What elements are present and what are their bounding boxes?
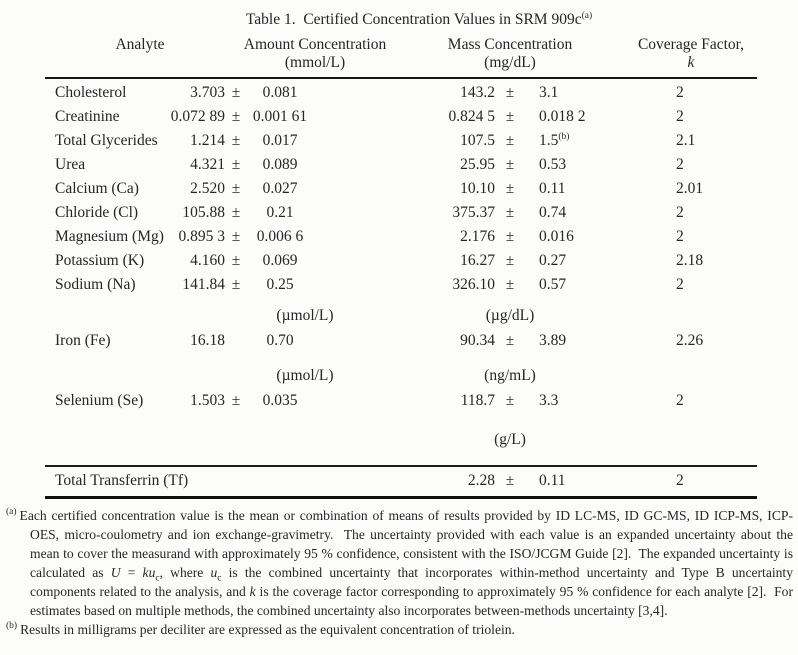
amount-plusminus-cell: ± xyxy=(231,156,241,173)
footnote-b: $^{(b)}$ Results in milligrams per deciliter are expressed as the equivalent concentration of triolein. xyxy=(6,621,515,637)
table-row xyxy=(45,153,757,177)
analyte-cell: Iron (Fe) xyxy=(55,332,111,349)
amount-value-cell: 141.84 xyxy=(182,276,225,293)
analyte-cell: Cholesterol xyxy=(55,84,127,101)
mass-uncertainty-cell: 3.89 xyxy=(539,332,567,349)
amount-value-cell: 1.503 xyxy=(190,392,225,409)
coverage-factor-cell: 2 xyxy=(676,392,684,409)
mass-uncertainty-cell: 0.11 xyxy=(539,472,566,489)
table-bottom-rule xyxy=(45,496,757,499)
mass-plusminus-cell: ± xyxy=(505,392,515,409)
coverage-factor-cell: 2.01 xyxy=(676,180,704,197)
mass-unit-cell: (µg/dL) xyxy=(485,307,535,324)
table-row xyxy=(45,177,757,201)
mass-plusminus-cell: ± xyxy=(505,252,515,269)
analyte-cell: Potassium (K) xyxy=(55,252,145,269)
mass-plusminus-cell: ± xyxy=(505,228,515,245)
unit-subheader-row xyxy=(45,353,757,389)
mass-plusminus-cell: ± xyxy=(505,156,515,173)
header-amount-concentration: Amount Concentration (mmol/L) xyxy=(235,36,395,72)
mass-value-cell: 2.28 xyxy=(467,472,495,489)
amount-plusminus-cell: ± xyxy=(231,180,241,197)
amount-plusminus-cell: ± xyxy=(231,252,241,269)
header-coverage-factor: Coverage Factor, k xyxy=(625,36,757,72)
mass-uncertainty-cell: 1.5$^{(b)}$ xyxy=(539,131,570,149)
amount-uncertainty-cell: 0.017 xyxy=(262,132,298,149)
mass-value-cell: 10.10 xyxy=(460,180,495,197)
mass-value-cell: 16.27 xyxy=(460,252,495,269)
unit-subheader-row xyxy=(45,413,757,453)
header-mass-unit: (mg/dL) xyxy=(484,54,536,71)
amount-uncertainty-cell: 0.035 xyxy=(262,392,298,409)
header-mass-concentration: Mass Concentration (mg/dL) xyxy=(395,36,625,72)
amount-uncertainty-cell: 0.70 xyxy=(266,332,294,349)
mass-plusminus-cell: ± xyxy=(505,204,515,221)
footnote-b-marker: (b) xyxy=(6,621,18,632)
amount-value-cell: 1.214 xyxy=(190,132,225,149)
footnote-a-marker: (a) xyxy=(6,507,17,518)
analyte-cell: Selenium (Se) xyxy=(55,392,144,409)
table-row xyxy=(45,129,757,153)
amount-plusminus-cell: ± xyxy=(231,84,241,101)
amount-value-cell: 4.321 xyxy=(190,156,225,173)
coverage-factor-cell: 2.18 xyxy=(676,252,704,269)
table-row xyxy=(45,81,757,105)
mass-value-cell: 375.37 xyxy=(452,204,495,221)
symbol-k: k xyxy=(142,565,149,580)
mass-plusminus-cell: ± xyxy=(505,108,515,125)
mass-plusminus-cell: ± xyxy=(505,332,515,349)
footnote-a: $^{(a)}$ Each certified concentration value is the mean or combination of means of results provided by ID LC-MS, ID GC-MS, ID ICP-MS, ICP-OES, micro-coulometry and ion exchange-gravimetry. The uncertainty provided with each value is an expanded uncertainty about the mean to cover the measurand with approximately 95 % confidence, consistent with the ISO/JCGM Guide [2]. The expanded uncertainty is calculated as $U = ku_c$, where $u_c$ is the combined uncertainty that incorporates within-method uncertainty and Type B uncertainty components related to the analysis, and k is the coverage factor corresponding to approximately 95 % confidence for each analyte [2]. For estimates based on multiple methods, the combined uncertainty also incorporates between-methods uncertainty [3,4]. xyxy=(6,507,794,618)
amount-value-cell: 4.160 xyxy=(190,252,225,269)
table-title-text: Table 1. Certified Concentration Values in SRM 909c xyxy=(245,11,582,28)
amount-plusminus-cell: ± xyxy=(231,228,241,245)
amount-uncertainty-cell: 0.027 xyxy=(262,180,298,197)
mass-value-cell: 326.10 xyxy=(452,276,495,293)
mass-value-cell: 2.176 xyxy=(460,228,495,245)
mass-uncertainty-cell: 0.53 xyxy=(539,156,567,173)
amount-value-cell: 0.895 3 xyxy=(178,228,225,245)
symbol-u: u xyxy=(148,565,156,580)
table-row xyxy=(45,201,757,225)
amount-plusminus-cell: ± xyxy=(231,204,241,221)
table-row xyxy=(45,329,757,353)
table-title xyxy=(0,0,798,29)
amount-value-cell: 105.88 xyxy=(182,204,225,221)
amount-uncertainty-cell: 0.069 xyxy=(262,252,298,269)
analyte-cell: Calcium (Ca) xyxy=(55,180,139,197)
mass-uncertainty-cell: 0.74 xyxy=(539,204,567,221)
coverage-factor-cell: 2 xyxy=(676,276,684,293)
table-header-row xyxy=(45,36,757,72)
mass-plusminus-cell: ± xyxy=(505,132,515,149)
mass-plusminus-cell: ± xyxy=(505,180,515,197)
table-row xyxy=(45,273,757,297)
mass-plusminus-cell: ± xyxy=(505,84,515,101)
mass-uncertainty-cell: 0.018 2 xyxy=(539,108,586,125)
mass-value-cell: 118.7 xyxy=(460,392,495,409)
symbol-U: U xyxy=(110,565,121,580)
amount-value-cell: 2.520 xyxy=(190,180,225,197)
analyte-cell: Chloride (Cl) xyxy=(55,204,139,221)
amount-value-cell: 0.072 89 xyxy=(170,108,225,125)
mass-uncertainty-cell: 3.3 xyxy=(539,392,559,409)
amount-plusminus-cell: ± xyxy=(231,108,241,125)
table-row xyxy=(45,389,757,413)
unit-subheader-row xyxy=(45,297,757,329)
amount-uncertainty-cell: 0.21 xyxy=(266,204,294,221)
amount-value-cell: 3.703 xyxy=(190,84,225,101)
footnotes xyxy=(6,506,793,639)
header-coverage-k: k xyxy=(687,54,695,71)
analyte-cell: Sodium (Na) xyxy=(55,276,136,293)
table-row xyxy=(45,249,757,273)
symbol-k: k xyxy=(249,584,256,599)
amount-uncertainty-cell: 0.001 61 xyxy=(252,108,308,125)
amount-uncertainty-cell: 0.25 xyxy=(266,276,294,293)
amount-unit-cell: (µmol/L) xyxy=(276,367,334,384)
mass-plusminus-cell: ± xyxy=(505,276,515,293)
mass-uncertainty-cell: 0.11 xyxy=(539,180,566,197)
mass-uncertainty-cell: 0.57 xyxy=(539,276,567,293)
symbol-c-sub: c xyxy=(155,573,160,584)
amount-uncertainty-cell: 0.081 xyxy=(262,84,298,101)
header-analyte: Analyte xyxy=(115,36,165,53)
header-amount-unit: (mmol/L) xyxy=(284,54,346,71)
table-row xyxy=(45,105,757,129)
amount-plusminus-cell: ± xyxy=(231,276,241,293)
amount-uncertainty-cell: 0.006 6 xyxy=(256,228,304,245)
analyte-cell: Magnesium (Mg) xyxy=(55,228,164,245)
analyte-cell: Creatinine xyxy=(55,108,120,125)
symbol-c-sub: c xyxy=(217,573,222,584)
mass-value-cell: 107.5 xyxy=(460,132,495,149)
mass-unit-cell: (ng/mL) xyxy=(484,367,536,384)
coverage-factor-cell: 2 xyxy=(676,204,684,221)
coverage-factor-cell: 2 xyxy=(676,84,684,101)
mass-value-cell: 90.34 xyxy=(460,332,495,349)
mass-value-cell: 0.824 5 xyxy=(448,108,495,125)
table-body xyxy=(45,79,757,495)
coverage-factor-cell: 2 xyxy=(676,228,684,245)
mass-uncertainty-cell: 0.27 xyxy=(539,252,567,269)
analyte-cell: Urea xyxy=(55,156,86,173)
table-title-footnote-marker: (a) xyxy=(581,10,593,21)
mass-uncertainty-cell: 3.1 xyxy=(539,84,559,101)
mass-unit-cell: (g/L) xyxy=(494,431,526,448)
mass-value-cell: 143.2 xyxy=(460,84,495,101)
mass-plusminus-cell: ± xyxy=(505,472,515,489)
certified-values-table xyxy=(45,36,757,499)
symbol-u: u xyxy=(210,565,218,580)
analyte-cell: Total Transferrin (Tf) xyxy=(55,472,189,489)
amount-unit-cell: (µmol/L) xyxy=(276,307,334,324)
coverage-factor-cell: 2 xyxy=(676,472,684,489)
analyte-cell: Total Glycerides xyxy=(55,132,158,149)
amount-plusminus-cell: ± xyxy=(231,392,241,409)
amount-uncertainty-cell: 0.089 xyxy=(262,156,298,173)
coverage-factor-cell: 2.26 xyxy=(676,332,704,349)
coverage-factor-cell: 2 xyxy=(676,156,684,173)
table-row xyxy=(45,225,757,249)
amount-plusminus-cell: ± xyxy=(231,132,241,149)
mass-value-cell: 25.95 xyxy=(460,156,495,173)
coverage-factor-cell: 2 xyxy=(676,108,684,125)
amount-value-cell: 16.18 xyxy=(190,332,225,349)
mass-uncertainty-cell: 0.016 xyxy=(539,228,574,245)
coverage-factor-cell: 2.1 xyxy=(676,132,696,149)
mass-uncertainty-footnote-marker: (b) xyxy=(558,131,570,142)
table-row xyxy=(45,465,757,495)
